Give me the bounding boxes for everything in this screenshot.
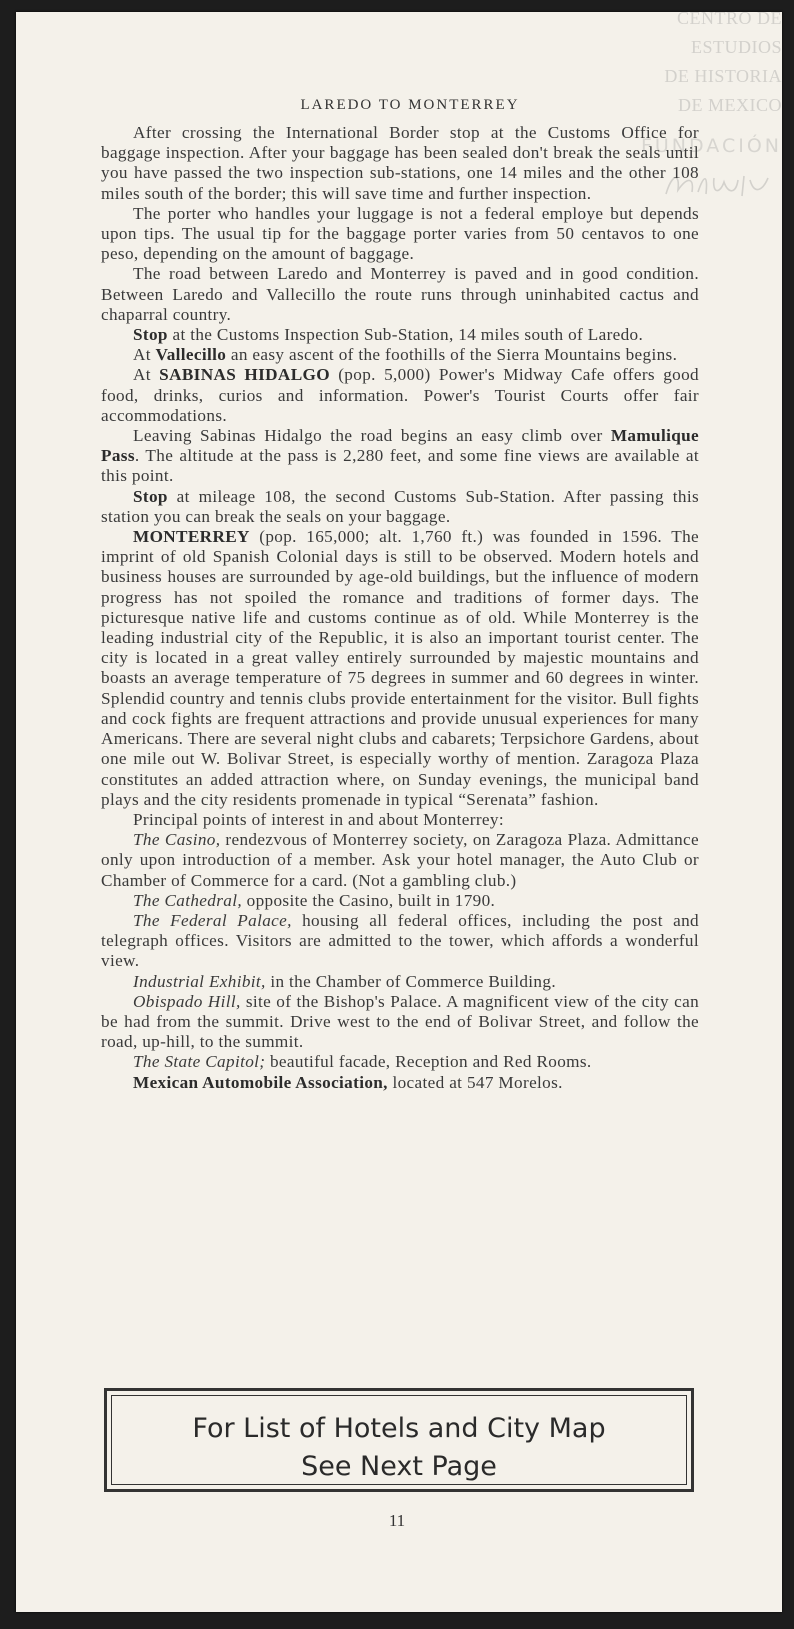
paragraph <box>101 345 699 365</box>
paragraph-text: The road between Laredo and Monterrey is paved and in good condition. Between Laredo and Vallecillo the route runs through uninhabited cactus and chaparral country. <box>101 264 699 324</box>
paragraph-text: Leaving Sabinas Hidalgo the road begins an easy climb over <box>133 426 611 446</box>
paragraph-text: at mileage 108, the second Customs Sub-Station. After passing this station you can break the seals on your baggage. <box>101 486 699 526</box>
archive-watermark <box>632 4 782 157</box>
paragraph <box>101 426 699 487</box>
page-number: 11 <box>388 1511 406 1530</box>
emphasis-text: The Federal Palace, <box>133 910 292 930</box>
paragraph-text: Principal points of interest in and about Monterrey: <box>133 809 504 829</box>
article-body <box>101 123 699 1093</box>
paragraph <box>101 891 699 911</box>
paragraph <box>101 992 699 1053</box>
watermark-line: CENTRO DE <box>677 8 782 28</box>
emphasis-text: The State Capitol; <box>133 1052 266 1072</box>
paragraph-text: (pop. 165,000; alt. 1,760 ft.) was founded in 1596. The imprint of old Spanish Colonial days is still to be observed. Modern hotels and business houses are surrounded by age-old buildings, but the influence of modern progress has not spoiled the romance and traditions of former days. The picturesque native life and customs continue as of old. While Monterrey is the leading industrial city of the Republic, it is also an important tourist center. The city is located in a great valley entirely surrounded by majestic mountains and boasts an average temperature of 75 degrees in summer and 60 degrees in winter. Splendid country and tennis clubs provide entertainment for the visitor. Bull fights and cock fights are frequent attractions and provide unusual experiences for many Americans. There are several night clubs and cabarets; Terpsichore Gardens, about one mile out W. Bolivar Street, is especially worthy of mention. Zaragoza Plaza constitutes an added attraction where, on Sunday evenings, the municipal band plays and the city residents promenade in typical “Serenata” fashion. <box>101 527 699 809</box>
watermark-line: DE HISTORIA <box>664 66 782 86</box>
paragraph-text: site of the Bishop's Palace. A magnificent view of the city can be had from the summit. Drive west to the end of Bolivar Street, and follow the road, up-hill, to the summit. <box>101 991 700 1052</box>
notice-box <box>104 1388 694 1492</box>
paragraph <box>101 365 699 426</box>
notice-box-inner <box>111 1395 687 1485</box>
emphasis-text: Obispado Hill, <box>133 991 241 1011</box>
paragraph-text: After crossing the International Border stop at the Customs Office for baggage inspection. After your baggage has been sealed don't break the seals until you have passed the two inspection sub-stations, one 14 miles and the other 108 miles south of the border; this will save time and further inspection. <box>101 123 699 203</box>
emphasis-text: Industrial Exhibit, <box>133 971 266 991</box>
paragraph <box>101 123 699 204</box>
emphasis-text: The Casino, <box>133 830 221 850</box>
paragraph <box>101 487 699 527</box>
page-title: LAREDO TO MONTERREY <box>300 97 520 113</box>
paragraph-text: opposite the Casino, built in 1790. <box>241 890 496 910</box>
paragraph-text: in the Chamber of Commerce Building. <box>265 971 556 991</box>
notice-line-2: See Next Page <box>301 1451 497 1482</box>
emphasis-text: Mexican Automobile Association, <box>133 1072 388 1092</box>
watermark-line: DE MEXICO <box>678 95 782 115</box>
paragraph <box>101 1052 699 1072</box>
emphasis-text: MONTERREY <box>133 527 250 547</box>
paragraph-text: located at 547 Morelos. <box>387 1072 563 1092</box>
watermark-line: ESTUDIOS <box>690 37 782 57</box>
paragraph-text: at the Customs Inspection Sub-Station, 14 miles south of Laredo. <box>167 325 644 345</box>
emphasis-text: The Cathedral, <box>133 890 242 910</box>
emphasis-text: Mamulique Pass <box>101 426 699 466</box>
paragraph <box>101 204 699 265</box>
paragraph <box>101 911 699 972</box>
paragraph <box>101 830 699 891</box>
paragraph <box>101 527 699 810</box>
paragraph-text: . The altitude at the pass is 2,280 feet, and some fine views are available at this point. <box>101 446 699 486</box>
emphasis-text: Vallecillo <box>155 345 227 365</box>
emphasis-text: SABINAS HIDALGO <box>159 365 330 385</box>
watermark-foundation: FUNDACIÓN <box>640 135 782 157</box>
paragraph <box>101 325 699 345</box>
paragraph <box>101 264 699 325</box>
paragraph <box>101 972 699 992</box>
paragraph-text: an easy ascent of the foothills of the Sierra Mountains begins. <box>226 345 678 365</box>
emphasis-text: Stop <box>133 325 168 345</box>
paragraph-text: housing all federal offices, including the post and telegraph offices. Visitors are admitted to the tower, which affords a wonderful view. <box>101 910 700 971</box>
paragraph-text: The porter who handles your luggage is not a federal employe but depends upon tips. The usual tip for the baggage porter varies from 50 centavos to one peso, depending on the amount of baggage. <box>101 203 699 264</box>
paragraph-text: At <box>133 365 160 385</box>
paragraph-text: At <box>133 345 156 365</box>
paragraph-text: beautiful facade, Reception and Red Rooms. <box>265 1052 592 1072</box>
notice-line-1: For List of Hotels and City Map <box>192 1413 606 1444</box>
paragraph <box>101 1073 699 1093</box>
paragraph-text: (pop. 5,000) Power's Midway Cafe offers good food, drinks, curios and information. Power's Tourist Courts offer fair accommodations. <box>101 365 699 425</box>
paragraph-text: rendezvous of Monterrey society, on Zaragoza Plaza. Admittance only upon introduction of a member. Ask your hotel manager, the Auto Club or Chamber of Commerce for a card. (Not a gambling club.) <box>101 830 699 890</box>
emphasis-text: Stop <box>133 486 168 506</box>
paragraph <box>101 810 699 830</box>
